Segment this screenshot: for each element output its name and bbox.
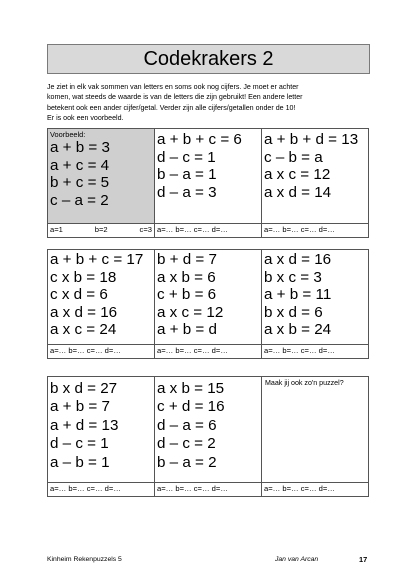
- puzzle-cell: [155, 377, 262, 482]
- equation: b + d = 7: [157, 251, 217, 268]
- equation: d – c = 2: [157, 435, 216, 453]
- equation: d – a = 6: [157, 416, 217, 434]
- answer-field[interactable]: a=… b=… c=… d=…: [155, 223, 262, 237]
- answer-field[interactable]: a=… b=… c=… d=…: [155, 482, 262, 496]
- equation: a – b = 1: [50, 453, 110, 471]
- equation: a x b = 6: [157, 268, 216, 286]
- answer-field[interactable]: a=… b=… c=… d=…: [48, 344, 155, 358]
- equation: a + c = 4: [50, 156, 110, 174]
- puzzle-cell: [48, 377, 155, 482]
- puzzle-cell: [155, 250, 262, 344]
- intro-line: betekent ook een ander cijfer/getal. Verder zijn alle cijfers/getallen onder de 10!: [47, 103, 296, 112]
- answer-field[interactable]: a=… b=… c=… d=…: [155, 344, 262, 358]
- page-number: 17: [359, 555, 368, 564]
- puzzle-equations: [155, 377, 261, 472]
- equation: c x b = 18: [50, 268, 117, 286]
- equation: a + b + c = 17: [50, 251, 144, 268]
- answer-field[interactable]: a=… b=… c=… d=…: [48, 482, 155, 496]
- puzzle-cell: [262, 129, 368, 223]
- puzzle-cell: [155, 129, 262, 223]
- example-cell: [48, 129, 155, 223]
- intro-text: [47, 82, 377, 124]
- answer-value: b=2: [94, 225, 108, 234]
- puzzle-cell: [262, 250, 368, 344]
- answer-field[interactable]: a=… b=… c=… d=…: [262, 344, 368, 358]
- equation: d – a = 3: [157, 183, 217, 201]
- equation: a + b = 11: [264, 286, 332, 304]
- equation: a + b = 3: [50, 139, 110, 156]
- equation: a x c = 12: [264, 166, 331, 184]
- equation: a x c = 12: [157, 303, 224, 321]
- example-answer: [48, 223, 155, 237]
- equation: a + b + d = 13: [264, 131, 359, 148]
- page-footer: [47, 555, 374, 564]
- own-puzzle-cell[interactable]: [262, 377, 368, 482]
- equation: a + b = d: [157, 321, 217, 339]
- equation: a + b + c = 6: [157, 131, 242, 148]
- equation: b – a = 2: [157, 453, 217, 471]
- page-title: Codekrakers 2: [47, 44, 370, 74]
- answer-field[interactable]: a=… b=… c=… d=…: [262, 223, 368, 237]
- equation: b + c = 5: [50, 174, 110, 192]
- answer-field[interactable]: a=… b=… c=… d=…: [262, 482, 368, 496]
- equation: b – a = 1: [157, 166, 217, 184]
- answer-value: c=3: [139, 225, 152, 234]
- equation: c + d = 16: [157, 398, 225, 416]
- puzzle-equations: [155, 250, 261, 339]
- puzzle-cell: [48, 250, 155, 344]
- equation: a + d = 13: [50, 416, 119, 434]
- equation: c – b = a: [264, 148, 323, 166]
- equation: d – c = 1: [50, 435, 109, 453]
- equation: a x d = 16: [264, 251, 332, 268]
- intro-line: Je ziet in elk vak sommen van letters en soms ook nog cijfers. Je moet er achter: [47, 83, 299, 91]
- puzzle-equations: [155, 129, 261, 201]
- equation: a x d = 16: [50, 303, 118, 321]
- equation: c – a = 2: [50, 191, 109, 209]
- equation: c x d = 6: [50, 286, 108, 304]
- intro-line: Er is ook een voorbeeld.: [47, 114, 124, 123]
- equation: a x d = 14: [264, 183, 332, 201]
- equation: a + b = 7: [50, 398, 110, 416]
- equation: c + b = 6: [157, 286, 217, 304]
- equation: a x b = 24: [264, 321, 332, 339]
- puzzle-row-3: [47, 376, 369, 497]
- puzzle-equations: [262, 250, 368, 339]
- book-title: Kinheim Rekenpuzzels 5: [47, 556, 122, 563]
- equation: a x b = 15: [157, 380, 225, 397]
- puzzle-row-2: [47, 249, 369, 359]
- equation: b x d = 6: [264, 303, 323, 321]
- intro-line: komen, wat steeds de waarde is van de letters die zijn gebruikt! Een andere letter: [47, 93, 303, 102]
- puzzle-row-1: [47, 128, 369, 238]
- equation: b x c = 3: [264, 268, 322, 286]
- equation: d – c = 1: [157, 148, 216, 166]
- own-puzzle-prompt: Maak jij ook zo'n puzzel?: [265, 379, 344, 387]
- puzzle-equations: [262, 129, 368, 201]
- author-name: Jan van Arcan: [275, 556, 319, 563]
- puzzle-equations: [48, 377, 154, 472]
- equation: b x d = 27: [50, 380, 118, 397]
- example-label: Voorbeeld:: [50, 130, 86, 139]
- equation: a x c = 24: [50, 321, 117, 339]
- puzzle-equations: [48, 250, 154, 339]
- answer-value: a=1: [50, 225, 63, 234]
- example-equations: [48, 139, 154, 209]
